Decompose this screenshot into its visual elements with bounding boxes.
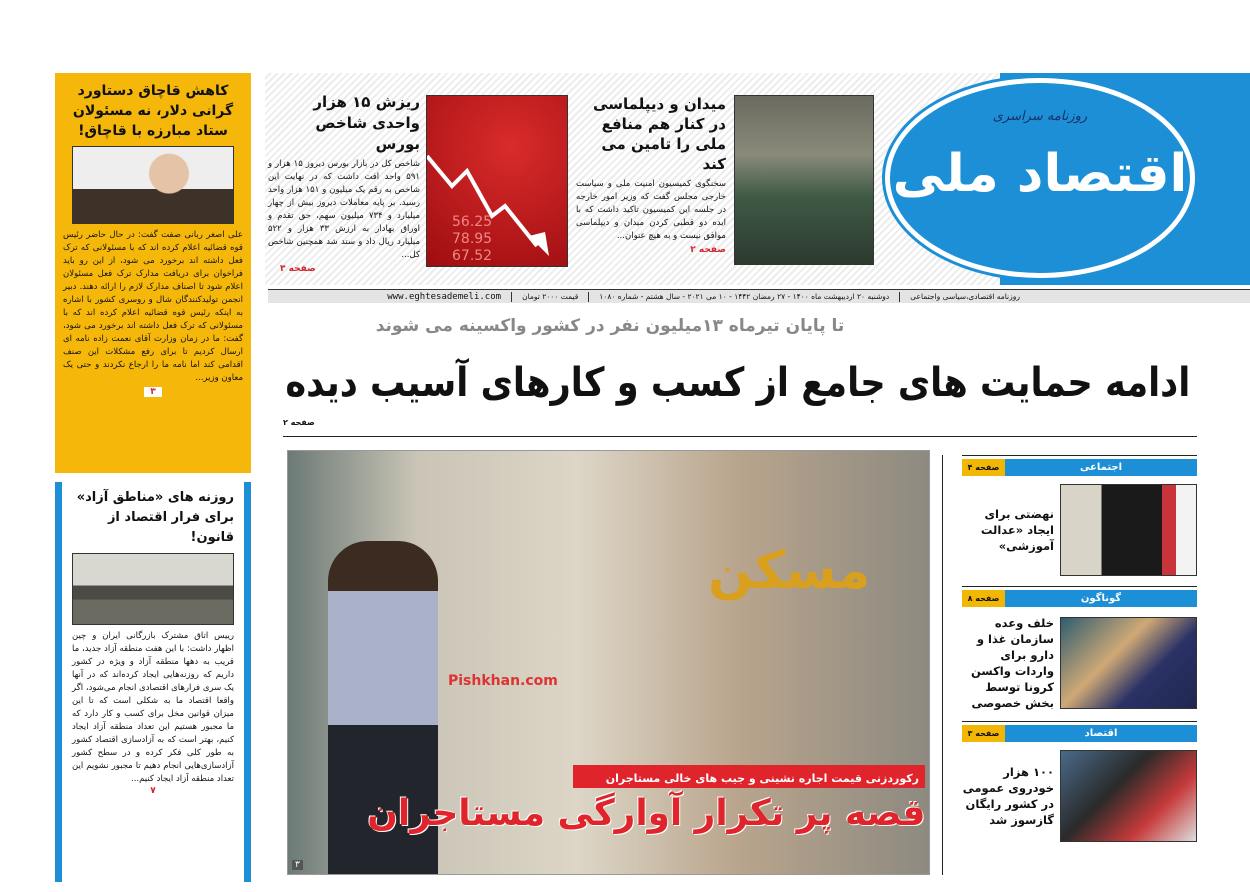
- left-box-blue[interactable]: [55, 482, 251, 882]
- page-ref[interactable]: ۳: [144, 387, 162, 397]
- website-link[interactable]: www.eghtesademeli.com: [387, 291, 502, 302]
- caption-kicker-box: [573, 765, 925, 788]
- sidebar-item-economy[interactable]: [962, 721, 1197, 842]
- down-arrow-icon: [427, 96, 568, 267]
- ship-photo: [72, 553, 234, 625]
- caption-title[interactable]: قصه پر تکرار آوارگی مستاجران: [367, 793, 926, 834]
- chart-number: 56.25: [452, 214, 493, 230]
- story-photo: [1060, 617, 1197, 709]
- parliament-photo: [734, 95, 874, 265]
- page-ref[interactable]: صفحه ۲: [283, 418, 315, 427]
- caption-kicker: رکوردزنی قیمت اجاره نشینی و جیب های خالی مستاجران: [605, 772, 919, 785]
- box-body: علی اصغر ربانی صفت گفت: در حال حاضر رئیس قوه قضائیه اعلام کرده اند که با مسئولانی که ترک فعل داشته اند برخورد می شود، از این رو باید فراخوان برای دریافت مدارک ترک فعل مسئولان اعلام شود تا اصناف مدارک لازم را ارائه دهند. دبیر انجمن تولیدکنندگان شال و روسری کشور با اشاره به اینکه رئیس قوه قضائیه اعلام کرده اند که با مسئولانی که ترک فعل داشته اند برخورد می شود، گفت: ما در زمان وزارت آقای نعمت زاده نامه ای ارسال کردیم تا برای رفع مشکلات این صنف اقدامی کند اما نامه ما را ارجاع نکردند و حتی یک معاون وزیر...: [63, 230, 243, 383]
- issue-date: دوشنبه ۲۰ اردیبهشت ماه ۱۴۰۰ - ۲۷ رمضان ۱۴۴۲ - ۱۰ می ۲۰۲۱ - سال هشتم - شماره ۱۰۸۰: [599, 292, 890, 301]
- chart-number: 67.52: [452, 248, 493, 264]
- sidebar: [962, 455, 1197, 852]
- page-ref[interactable]: ۳: [292, 860, 303, 870]
- page-ref[interactable]: صفحه ۸: [962, 590, 1005, 607]
- stock-chart-photo: [426, 95, 568, 267]
- page-ref[interactable]: صفحه ۲: [690, 245, 726, 255]
- story-title[interactable]: نهضتی برای ایجاد «عدالت آموزشی»: [980, 507, 1054, 553]
- story-body: شاخص کل در بازار بورس دیروز ۱۵ هزار و ۵۹۱ واحد افت داشت که در نهایت این شاخص به رقم یک میلیون و ۱۵۱ هزار واحد رسید. بر پایه معاملات دیروز بیش از چهار میلیارد و ۷۳۴ میلیون سهم، حق تقدم و اوراق بهادار به ارزش ۳۳ هزار و ۵۲۲ میلیارد ریال داد و ستد شد همچنین شاخص کل...: [268, 159, 421, 260]
- story-photo: [1060, 484, 1197, 576]
- top-story-2: [268, 92, 420, 276]
- story-photo: [1060, 750, 1197, 842]
- lead-headline[interactable]: ادامه حمایت های جامع از کسب و کارهای آسیب دیده: [285, 360, 1190, 406]
- divider: [283, 436, 1197, 437]
- page-ref[interactable]: صفحه ۴: [962, 459, 1005, 476]
- lead-kicker: تا پایان تیرماه ۱۳میلیون نفر در کشور واکسینه می شوند: [375, 316, 845, 336]
- sidebar-item-social[interactable]: [962, 455, 1197, 576]
- section-label: اقتصاد: [1005, 725, 1197, 742]
- portrait-photo: [72, 146, 234, 224]
- top-story-1: [576, 94, 726, 257]
- info-bar: [268, 289, 1250, 303]
- page-ref[interactable]: ۷: [150, 786, 156, 796]
- box-title[interactable]: کاهش قاچاق دستاورد گرانی دلار، نه مسئولان ستاد مبارزه با قاچاق!: [72, 83, 234, 139]
- logo-text: اقتصاد ملی: [892, 144, 1188, 204]
- section-label: اجتماعی: [1005, 459, 1197, 476]
- story-body: سخنگوی کمیسیون امنیت ملی و سیاست خارجی مجلس گفت که وزیر امور خارجه در جلسه این کمیسیون تاکید داشت که با ایده دو قطبی کردن میدان و دیپلماسی موافق نیست و به هیچ عنوان...: [576, 179, 726, 241]
- story-title[interactable]: ۱۰۰ هزار خودروی عمومی در کشور رایگان گازسوز شد: [962, 765, 1054, 827]
- box-body: رییس اتاق مشترک بازرگانی ایران و چین اظهار داشت: با این هفت منطقه آزاد جدید، ما قریب به دهها منطقه آزاد و ویژه در کشور داریم که روزنه‌هایی ایجاد کرده‌اند که در آنها یک سری فرارهای اقتصادی انجام می‌شود، اگر واقعا اقتصاد ما به شکلی است که تا این میزان قوانین مخل برای کسب و کار دارد که ما مجبور هستیم این تعداد منطقه آزاد ایجاد کنیم، بهتر است که به آزادسازی اقتصاد کشور به طور کلی فکر کرده و در سطح کشور آزادسازی‌هایی انجام دهیم تا مجبور نشویم این تعداد منطقه آزاد ایجاد کنیم...: [72, 631, 234, 784]
- chart-number: 78.95: [452, 231, 493, 247]
- lead-headline-box: [285, 355, 1190, 411]
- story-title[interactable]: خلف وعده سازمان غذا و دارو برای واردات واکسن کرونا توسط بخش خصوصی: [971, 616, 1054, 710]
- logo[interactable]: [885, 78, 1195, 278]
- page-ref[interactable]: صفحه ۳: [962, 725, 1005, 742]
- story-title[interactable]: میدان و دیپلماسی در کنار هم منافع ملی را تامین می کند: [593, 95, 726, 173]
- story-title[interactable]: ریزش ۱۵ هزار واحدی شاخص بورس: [313, 93, 420, 153]
- paper-type: روزنامه اقتصادی،سیاسی واجتماعی: [910, 292, 1020, 301]
- sidebar-item-misc[interactable]: [962, 586, 1197, 711]
- main-photo[interactable]: [287, 450, 930, 875]
- caption-title-box: [368, 793, 926, 834]
- sign-text: مسکن: [708, 541, 871, 601]
- price: قیمت ۲۰۰۰ تومان: [522, 292, 579, 301]
- watermark: Pishkhan.com: [448, 673, 558, 689]
- logo-subtitle: روزنامه سراسری: [992, 109, 1088, 124]
- column-rule: [942, 455, 943, 875]
- section-label: گوناگون: [1005, 590, 1197, 607]
- page-ref[interactable]: صفحه ۳: [280, 264, 316, 274]
- left-box-yellow[interactable]: [55, 73, 251, 473]
- box-title[interactable]: روزنه های «مناطق آزاد» برای فرار اقتصاد از قانون!: [76, 490, 234, 545]
